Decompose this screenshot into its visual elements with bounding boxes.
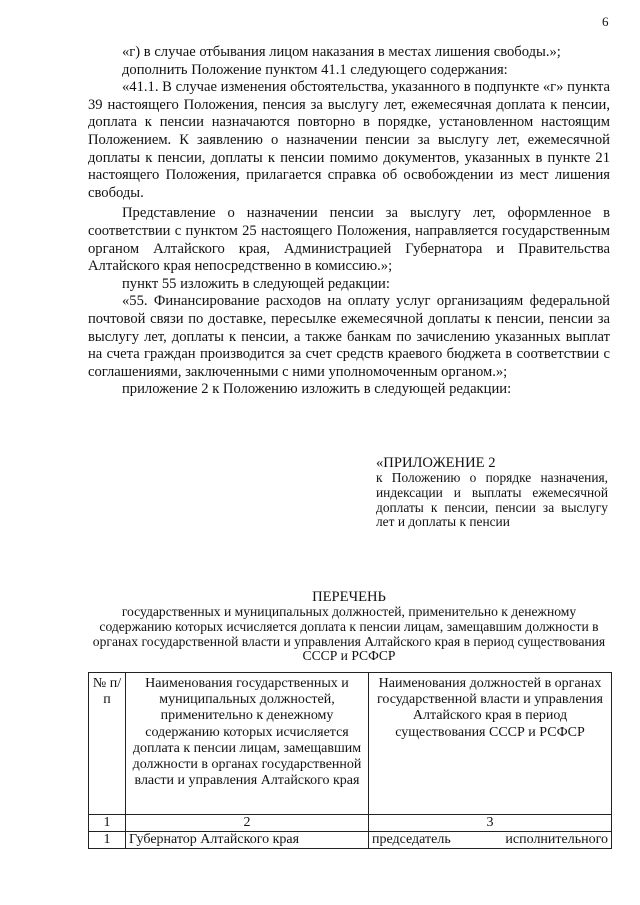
table-header-row: [89, 673, 612, 815]
appendix-title: «ПРИЛОЖЕНИЕ 2: [376, 455, 496, 471]
column-number: 2: [126, 815, 369, 832]
paragraph: «55. Финансирование расходов на оплату услуг организациям федеральной почтовой связи по доставке, пересылке ежемесячной доплаты к пенсии, пенсии за выслугу лет, доплаты к пенсии, а также банкам по зачислению указанных выплат на счета граждан производится за счет средств краевого бюджета в соответствии с соглашениями, заключенными с ними уполномоченным органом.»;: [88, 293, 610, 380]
list-title: ПЕРЕЧЕНЬ: [312, 589, 386, 605]
paragraph: дополнить Положение пунктом 41.1 следующего содержания:: [122, 61, 508, 78]
appendix-header: [376, 455, 608, 530]
header-cell-number: № п/п: [89, 673, 126, 815]
column-number: 3: [369, 815, 612, 832]
paragraph: «г) в случае отбывания лицом наказания в местах лишения свободы.»;: [122, 44, 561, 60]
paragraph: приложение 2 к Положению изложить в следующей редакции:: [122, 381, 512, 398]
header-cell-positions: Наименования государственных и муниципальных должностей, применительно к денежному содержанию которых исчисляется доплата к пенсии лицам, замещавшим должности в органах государственной власти и управления Алтайского края: [126, 673, 369, 815]
column-number: 1: [89, 815, 126, 832]
paragraph: «41.1. В случае изменения обстоятельства, указанного в подпункте «г» пункта 39 настоящего Положения, пенсия за выслугу лет, ежемесячная доплата к пенсии, доплата к пенсии назначаются повторно в порядке, установленном настоящим Положением. К заявлению о назначении пенсии за выслугу лет, ежемесячной доплаты к пенсии, доплаты к пенсии помимо документов, указанных в пункте 21 настоящего Положения, прилагается справка об освобождении из мест лишения свободы.: [88, 79, 610, 201]
positions-table: [88, 672, 612, 849]
paragraph: пункт 55 изложить в следующей редакции:: [122, 275, 390, 292]
column-number-row: [89, 815, 612, 832]
table-row: [89, 832, 612, 849]
table-cell: председатель исполнительного: [369, 832, 612, 849]
body-text: [88, 44, 610, 399]
header-cell-soviet-positions: Наименования должностей в органах государственной власти и управления Алтайского края в период существования СССР и РСФСР: [369, 673, 612, 815]
table-cell: 1: [89, 832, 126, 849]
list-heading: [84, 590, 614, 664]
appendix-text: к Положению о порядке назначения, индексации и выплаты ежемесячной доплаты к пенсии, пенсии за выслугу лет и доплаты к пенсии: [376, 470, 608, 530]
table-cell: Губернатор Алтайского края: [126, 832, 369, 849]
paragraph: Представление о назначении пенсии за выслугу лет, оформленное в соответствии с пунктом 25 настоящего Положения, направляется государственным органом Алтайского края, Администрацией Губернатора и Правительства Алтайского края непосредственно в комиссию.»;: [88, 205, 610, 275]
page-number: 6: [602, 14, 609, 29]
list-subtitle: государственных и муниципальных должностей, применительно к денежному содержанию которых исчисляется доплата к пенсии лицам, замещавшим должности в органах государственной власти и управления Алтайского края в период существования СССР и РСФСР: [92, 604, 606, 664]
